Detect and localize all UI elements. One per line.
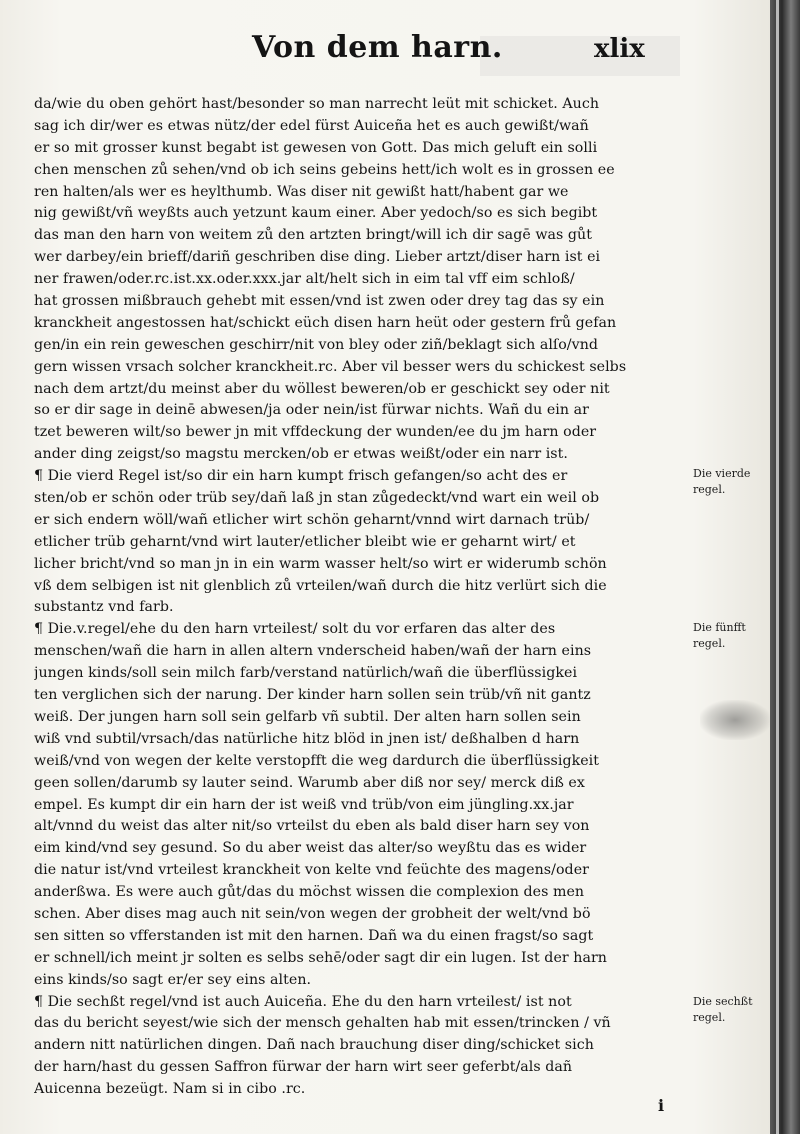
text-line: etlicher trüb geharnt/vnd wirt lauter/etlicher bleibt wie er geharnt wirt/ et — [34, 533, 576, 550]
marginal-line: Die sechßt — [693, 995, 753, 1008]
text-line: ander ding zeigst/so magstu mercken/ob er etwas weißt/oder ein narr ist. — [34, 446, 568, 463]
running-head: Von dem harn. — [252, 30, 503, 65]
text-line: ten verglichen sich der narung. Der kinder harn sollen sein trüb/vñ nit gantz — [34, 687, 591, 704]
text-line: der harn/hast du gessen Saffron fürwar der harn wirt seer geferbt/als dañ — [34, 1059, 573, 1076]
text-line: kranckheit angestossen hat/schickt eüch disen harn heüt oder gestern frů gefan — [34, 314, 617, 331]
text-line: chen menschen zů sehen/vnd ob ich seins gebeins hett/ich wolt es in grossen ee — [34, 161, 615, 178]
text-line: anderßwa. Es were auch gůt/das du möchst wissen die complexion des men — [34, 884, 585, 901]
text-line: das man den harn von weitem zů den artzten bringt/will ich dir sagē was gůt — [34, 227, 592, 244]
marginal-line: Die fünfft — [693, 621, 746, 634]
text-line: licher bricht/vnd so man jn in ein warm wasser helt/so wirt er widerumb schön — [34, 555, 607, 572]
text-line: hat grossen mißbrauch gehebt mit essen/vnd ist zwen oder drey tag das sy ein — [34, 293, 605, 310]
text-line: empel. Es kumpt dir ein harn der ist weiß vnd trüb/von eim jüngling.xx.jar — [34, 796, 574, 813]
marginal-note-fuenfft-regel — [693, 620, 765, 652]
marginal-line: Die vierde — [693, 467, 751, 480]
text-line: eim kind/vnd sey gesund. So du aber weist das alter/so weyßtu das es wider — [34, 840, 587, 857]
text-line: weiß/vnd von wegen der kelte verstopfft die weg dardurch die überflüssigkeit — [34, 752, 600, 769]
text-line: gern wissen vrsach solcher kranckheit.rc. Aber vil besser wers du schickest selbs — [34, 358, 627, 375]
text-line: so er dir sage in deinē abwesen/ja oder nein/ist fürwar nichts. Wañ du ein ar — [34, 402, 589, 419]
text-line: nach dem artzt/du meinst aber du wöllest beweren/ob er geschickt sey oder nit — [34, 380, 610, 397]
text-line: das du bericht seyest/wie sich der mensch gehalten hab mit essen/trincken / vñ — [34, 1015, 611, 1032]
text-line: sen sitten so vfferstanden ist mit den harnen. Dañ wa du einen fragst/so sagt — [34, 927, 594, 944]
text-line: wer darbey/ein brieff/dariñ geschriben dise ding. Lieber artzt/diser harn ist ei — [34, 249, 601, 266]
page-header — [0, 30, 770, 80]
text-line: die natur ist/vnd vrteilest kranckheit von kelte vnd feüchte des magens/oder — [34, 862, 589, 879]
text-line: er schnell/ich meint jr solten es selbs sehē/oder sagt dir ein lugen. Ist der harn — [34, 949, 607, 966]
ink-smudge — [700, 700, 770, 740]
text-line: tzet beweren wilt/so bewer jn mit vffdeckung der wunden/ee du jm harn oder — [34, 424, 597, 441]
text-line: substantz vnd farb. — [34, 599, 174, 616]
text-line: nig gewißt/vñ weyßts auch yetzunt kaum einer. Aber yedoch/so es sich begibt — [34, 205, 598, 222]
text-line: Auicenna bezeügt. Nam si in cibo .rc. — [34, 1081, 306, 1098]
text-line: andern nitt natürlichen dingen. Dañ nach brauchung diser ding/schicket sich — [34, 1037, 594, 1054]
text-line: jungen kinds/soll sein milch farb/verstand natürlich/wañ die überflüssigkei — [34, 665, 578, 682]
text-line: alt/vnnd du weist das alter nit/so vrteilst du eben als bald diser harn sey von — [34, 818, 590, 835]
marginal-note-sechsst-regel — [693, 994, 765, 1026]
text-line: ¶ Die.v.regel/ehe du den harn vrteilest/ solt du vor erfaren das alter des — [34, 621, 556, 638]
text-line: er so mit grosser kunst begabt ist gewesen von Gott. Das mich geluft ein solli — [34, 139, 598, 156]
text-line: sten/ob er schön oder trüb sey/dañ laß jn stan zůgedeckt/vnd wart ein weil ob — [34, 490, 600, 507]
text-line: ren halten/als wer es heylthumb. Was diser nit gewißt hatt/habent gar we — [34, 183, 569, 200]
marginal-line: regel. — [693, 483, 726, 496]
folio-number: xlix — [594, 34, 645, 64]
text-line: vß dem selbigen ist nit glenblich zů vrteilen/wañ durch die hitz verlürt sich die — [34, 577, 607, 594]
text-line: menschen/wañ die harn in allen altern vnderscheid haben/wañ der harn eins — [34, 643, 592, 660]
text-line: ner frawen/oder.rc.ist.xx.oder.xxx.jar alt/helt sich in eim tal vff eim schloß/ — [34, 271, 575, 288]
text-line: er sich endern wöll/wañ etlicher wirt schön geharnt/vnnd wirt darnach trüb/ — [34, 511, 590, 528]
text-line: ¶ Die vierd Regel ist/so dir ein harn kumpt frisch gefangen/so acht des er — [34, 468, 568, 485]
text-line: geen sollen/darumb sy lauter seind. Warumb aber diß nor sey/ merck diß ex — [34, 774, 585, 791]
text-line: wiß vnd subtil/vrsach/das natürliche hitz blöd in jnen ist/ deßhalben d harn — [34, 730, 580, 747]
text-line: gen/in ein rein geweschen geschirr/nit von bley oder ziñ/beklagt sich alſo/vnd — [34, 336, 599, 353]
text-line: weiß. Der jungen harn soll sein gelfarb vñ subtil. Der alten harn sollen sein — [34, 708, 581, 725]
signature-mark: i — [658, 1096, 665, 1115]
book-spine — [770, 0, 800, 1134]
text-line: eins kinds/so sagt er/er sey eins alten. — [34, 971, 312, 988]
marginal-line: regel. — [693, 1011, 726, 1024]
marginal-note-vierde-regel — [693, 466, 765, 498]
text-line: schen. Aber dises mag auch nit sein/von wegen der grobheit der welt/vnd bö — [34, 905, 591, 922]
text-line: sag ich dir/wer es etwas nütz/der edel fürst Auiceña het es auch gewißt/wañ — [34, 117, 589, 134]
marginal-line: regel. — [693, 637, 726, 650]
text-line: da/wie du oben gehört hast/besonder so man narrecht leüt mit schicket. Auch — [34, 96, 600, 112]
body-text — [34, 94, 690, 1101]
text-line: ¶ Die sechßt regel/vnd ist auch Auiceña. Ehe du den harn vrteilest/ ist not — [34, 993, 572, 1010]
